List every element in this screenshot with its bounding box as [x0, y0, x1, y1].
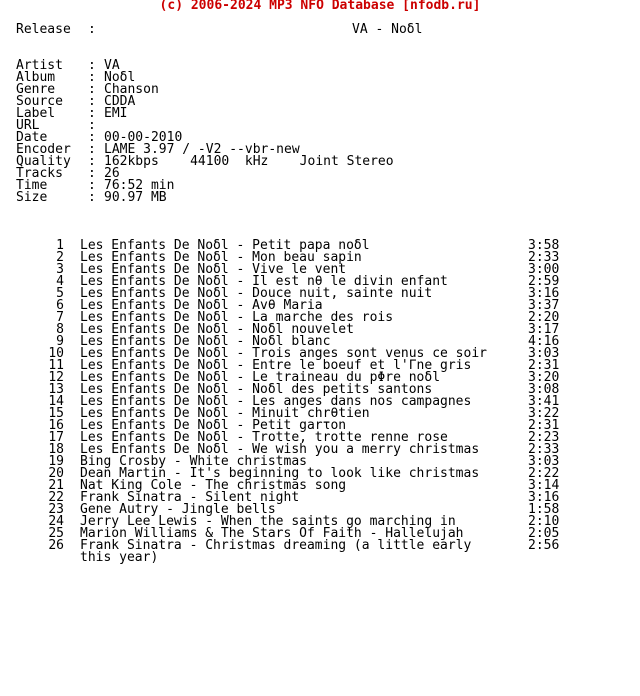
- track-duration: 3:16: [528, 490, 560, 505]
- info-value: 162kbps 44100 kHz Joint Stereo: [104, 154, 394, 169]
- info-key: Encoder: [16, 142, 71, 157]
- info-value: Noδl: [104, 70, 136, 85]
- track-number: 9: [56, 334, 64, 349]
- track-number: 20: [48, 466, 64, 481]
- info-key: Date: [16, 130, 48, 145]
- track-duration: 3:03: [528, 454, 560, 469]
- track-duration: 1:58: [528, 502, 560, 517]
- track-duration: 2:23: [528, 430, 560, 445]
- info-value: CDDA: [104, 94, 136, 109]
- track-number: 6: [56, 298, 64, 313]
- info-key: Genre: [16, 82, 56, 97]
- track-number: 3: [56, 262, 64, 277]
- track-row: [0, 538, 640, 565]
- info-value: EMI: [104, 106, 128, 121]
- track-title: Les Enfants De Noδl - Trotte, trotte renne rose: [80, 430, 448, 445]
- info-key: Time: [16, 178, 48, 193]
- track-number: 26: [48, 538, 64, 553]
- release-separator: :: [88, 22, 96, 37]
- track-duration: 3:58: [528, 238, 560, 253]
- track-number: 24: [48, 514, 64, 529]
- track-duration: 2:56: [528, 538, 560, 553]
- info-separator: :: [88, 178, 96, 193]
- track-number: 7: [56, 310, 64, 325]
- track-duration: 2:10: [528, 514, 560, 529]
- info-separator: :: [88, 58, 96, 73]
- track-title: Les Enfants De Noδl - Douce nuit, sainte nuit: [80, 286, 433, 301]
- info-key: Source: [16, 94, 63, 109]
- info-separator: :: [88, 154, 96, 169]
- info-separator: :: [88, 94, 96, 109]
- info-value: Chanson: [104, 82, 159, 97]
- info-value: 26: [104, 166, 120, 181]
- track-title: Les Enfants De Noδl - Le traineau du pΦre noδl: [80, 370, 441, 385]
- track-number: 16: [48, 418, 64, 433]
- info-value: 90.97 MB: [104, 190, 167, 205]
- track-title: Les Enfants De Noδl - La marche des rois: [80, 310, 394, 325]
- track-duration: 3:20: [528, 370, 560, 385]
- track-title: Les Enfants De Noδl - Les anges dans nos campagnes: [80, 394, 472, 409]
- track-title: Frank Sinatra - Silent night: [80, 490, 300, 505]
- track-title: Les Enfants De Noδl - Noδl des petits santons: [80, 382, 433, 397]
- info-key: Label: [16, 106, 56, 121]
- track-title: Les Enfants De Noδl - We wish you a merry christmas: [80, 442, 480, 457]
- track-title: Les Enfants De Noδl - Noδl nouvelet: [80, 322, 354, 337]
- track-number: 23: [48, 502, 64, 517]
- info-key: Size: [16, 190, 48, 205]
- info-key: Artist: [16, 58, 63, 73]
- info-key: Tracks: [16, 166, 63, 181]
- info-separator: :: [88, 82, 96, 97]
- track-title: Nat King Cole - The christmas song: [80, 478, 347, 493]
- track-number: 5: [56, 286, 64, 301]
- track-duration: 3:00: [528, 262, 560, 277]
- track-number: 18: [48, 442, 64, 457]
- track-number: 15: [48, 406, 64, 421]
- track-duration: 2:20: [528, 310, 560, 325]
- track-title: Les Enfants De Noδl - Avθ Maria: [80, 298, 323, 313]
- track-duration: 3:14: [528, 478, 560, 493]
- track-number: 8: [56, 322, 64, 337]
- track-number: 12: [48, 370, 64, 385]
- track-title: Les Enfants De Noδl - Minuit chrθtien: [80, 406, 370, 421]
- track-duration: 3:22: [528, 406, 560, 421]
- track-title: Les Enfants De Noδl - Petit papa noδl: [80, 238, 370, 253]
- track-number: 4: [56, 274, 64, 289]
- track-title: Marion Williams & The Stars Of Faith - Hallelujah: [80, 526, 464, 541]
- track-title: Les Enfants De Noδl - Petit garτon: [80, 418, 347, 433]
- track-number: 17: [48, 430, 64, 445]
- site-header: (c) 2006-2024 MP3 NFO Database [nfodb.ru]: [159, 0, 481, 13]
- track-title: Jerry Lee Lewis - When the saints go marching in: [80, 514, 456, 529]
- release-row: [16, 24, 626, 36]
- track-duration: 3:16: [528, 286, 560, 301]
- track-duration: 4:16: [528, 334, 560, 349]
- track-duration: 2:22: [528, 466, 560, 481]
- track-duration: 3:08: [528, 382, 560, 397]
- track-duration: 2:05: [528, 526, 560, 541]
- info-separator: :: [88, 106, 96, 121]
- track-duration: 2:31: [528, 418, 560, 433]
- track-title: Les Enfants De Noδl - Vive le vent: [80, 262, 347, 277]
- track-title: Les Enfants De Noδl - Mon beau sapin: [80, 250, 362, 265]
- info-value: LAME 3.97 / -V2 --vbr-new: [104, 142, 300, 157]
- track-number: 11: [48, 358, 64, 373]
- info-separator: :: [88, 190, 96, 205]
- track-number: 14: [48, 394, 64, 409]
- info-value: 00-00-2010: [104, 130, 183, 145]
- track-number: 13: [48, 382, 64, 397]
- track-duration: 3:03: [528, 346, 560, 361]
- track-duration: 2:33: [528, 442, 560, 457]
- info-separator: :: [88, 118, 96, 133]
- info-key: Quality: [16, 154, 71, 169]
- track-duration: 2:33: [528, 250, 560, 265]
- track-title: Les Enfants De Noδl - Il est nθ le divin enfant: [80, 274, 448, 289]
- info-separator: :: [88, 142, 96, 157]
- track-title: Bing Crosby - White christmas: [80, 454, 307, 469]
- info-key: URL: [16, 118, 40, 133]
- release-value: VA - Noδl: [352, 22, 423, 37]
- track-number: 21: [48, 478, 64, 493]
- track-number: 22: [48, 490, 64, 505]
- release-label: Release: [16, 22, 71, 37]
- track-duration: 3:17: [528, 322, 560, 337]
- info-separator: :: [88, 130, 96, 145]
- track-number: 1: [56, 238, 64, 253]
- info-value: VA: [104, 58, 120, 73]
- info-separator: :: [88, 166, 96, 181]
- info-key: Album: [16, 70, 56, 85]
- track-title: Les Enfants De Noδl - Noδl blanc: [80, 334, 331, 349]
- track-number: 19: [48, 454, 64, 469]
- track-number: 10: [48, 346, 64, 361]
- track-number: 25: [48, 526, 64, 541]
- track-title: Les Enfants De Noδl - Entre le boeuf et l'Γne gris: [80, 358, 472, 373]
- track-title: Les Enfants De Noδl - Trois anges sont venus ce soir: [80, 346, 487, 361]
- track-duration: 3:37: [528, 298, 560, 313]
- track-number: 2: [56, 250, 64, 265]
- track-title: Frank Sinatra - Christmas dreaming (a little early this year): [80, 538, 472, 565]
- info-value: 76:52 min: [104, 178, 175, 193]
- track-title: Dean Martin - It's beginning to look like christmas: [80, 466, 480, 481]
- track-title: Gene Autry - Jingle bells: [80, 502, 276, 517]
- tracklist: [0, 238, 640, 565]
- track-duration: 2:31: [528, 358, 560, 373]
- info-separator: :: [88, 70, 96, 85]
- track-duration: 2:59: [528, 274, 560, 289]
- track-duration: 3:41: [528, 394, 560, 409]
